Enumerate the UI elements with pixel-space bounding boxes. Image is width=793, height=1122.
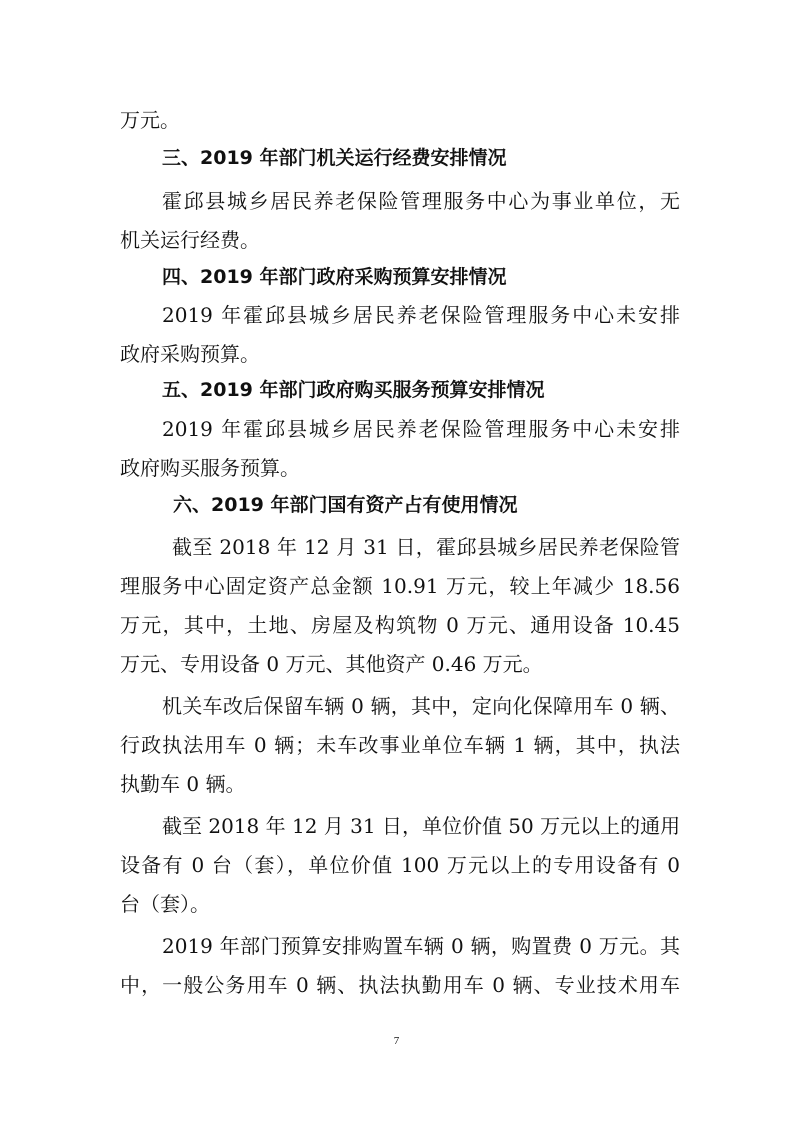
text-line: 设备有 0 台（套），单位价值 100 万元以上的专用设备有 0: [120, 853, 680, 877]
text-line: 截至 2018 年 12 月 31 日，单位价值 50 万元以上的通用: [162, 814, 681, 838]
text-line: 机关车改后保留车辆 0 辆，其中，定向化保障用车 0 辆、: [162, 694, 680, 718]
text-line: 2019 年霍邱县城乡居民养老保险管理服务中心未安排: [162, 417, 680, 441]
text-line: 万元。: [120, 108, 180, 132]
text-line: 2019 年部门预算安排购置车辆 0 辆，购置费 0 万元。其: [162, 934, 680, 958]
section-heading: 三、2019 年部门机关运行经费安排情况: [162, 147, 507, 169]
text-line: 政府采购预算。: [120, 342, 260, 366]
text-line: 政府购买服务预算。: [120, 456, 300, 480]
text-line: 机关运行经费。: [120, 228, 260, 252]
text-line: 2019 年霍邱县城乡居民养老保险管理服务中心未安排: [162, 303, 680, 327]
text-line: 行政执法用车 0 辆；未车改事业单位车辆 1 辆，其中，执法: [120, 733, 680, 757]
text-line: 万元、专用设备 0 万元、其他资产 0.46 万元。: [120, 652, 543, 676]
section-heading: 五、2019 年部门政府购买服务预算安排情况: [162, 379, 545, 401]
text-line: 截至 2018 年 12 月 31 日，霍邱县城乡居民养老保险管: [172, 535, 680, 559]
text-line: 台（套）。: [120, 892, 210, 916]
section-heading: 四、2019 年部门政府采购预算安排情况: [162, 266, 507, 288]
text-line: 万元，其中，土地、房屋及构筑物 0 万元、通用设备 10.45: [120, 613, 680, 637]
section-heading: 六、2019 年部门国有资产占有使用情况: [173, 494, 518, 516]
text-line: 中，一般公务用车 0 辆、执法执勤用车 0 辆、专业技术用车: [120, 973, 680, 997]
text-line: 理服务中心固定资产总金额 10.91 万元，较上年减少 18.56: [120, 574, 680, 598]
text-line: 执勤车 0 辆。: [120, 772, 246, 796]
page-number: 7: [393, 1035, 400, 1047]
text-line: 霍邱县城乡居民养老保险管理服务中心为事业单位，无: [162, 189, 680, 213]
